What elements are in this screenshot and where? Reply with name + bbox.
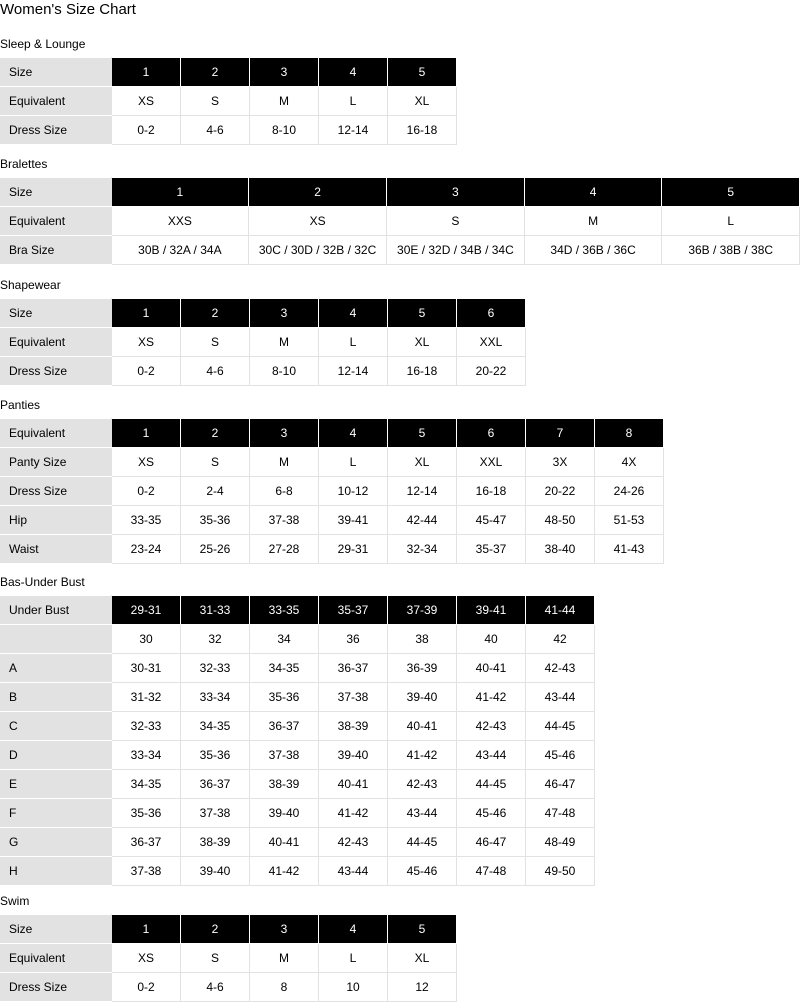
header-cell: 31-33 <box>181 596 250 625</box>
size-table-shapewear <box>0 298 526 386</box>
table-row <box>1 506 664 535</box>
table-cell: 47-48 <box>457 857 526 886</box>
row-label: Hip <box>1 506 112 535</box>
header-cell: 6 <box>457 299 526 328</box>
table-cell: XXS <box>111 207 249 236</box>
table-cell: L <box>319 328 388 357</box>
header-cell: 4 <box>319 58 388 87</box>
row-label: Size <box>1 178 112 207</box>
section-title-swim: Swim <box>0 894 30 908</box>
table-cell: 16-18 <box>388 357 457 386</box>
header-cell: 37-39 <box>388 596 457 625</box>
table-cell: 32-33 <box>112 712 181 741</box>
header-cell: 2 <box>249 178 387 207</box>
table-cell: 36 <box>319 625 388 654</box>
table-cell: 36-37 <box>181 770 250 799</box>
header-cell: 41-44 <box>526 596 595 625</box>
table-cell: 30E / 32D / 34B / 34C <box>386 236 524 265</box>
row-label: G <box>1 828 112 857</box>
table-cell: 49-50 <box>526 857 595 886</box>
table-cell: 8-10 <box>250 116 319 145</box>
table-cell: 34-35 <box>250 654 319 683</box>
table-cell: 30C / 30D / 32B / 32C <box>249 236 387 265</box>
table-cell: 40-41 <box>319 770 388 799</box>
row-label: Dress Size <box>1 357 112 386</box>
header-cell: 1 <box>112 419 181 448</box>
row-label: Equivalent <box>1 87 112 116</box>
table-cell: 40 <box>457 625 526 654</box>
table-cell: 6-8 <box>250 477 319 506</box>
table-cell: 38-40 <box>526 535 595 564</box>
table-cell: 43-44 <box>388 799 457 828</box>
table-cell: XS <box>112 448 181 477</box>
table-cell: 4-6 <box>181 973 250 1002</box>
table-cell: 44-45 <box>388 828 457 857</box>
row-label: Equivalent <box>1 328 112 357</box>
table-cell: 10-12 <box>319 477 388 506</box>
table-cell: 39-40 <box>388 683 457 712</box>
table-cell: 38 <box>388 625 457 654</box>
header-cell: 5 <box>662 178 800 207</box>
table-header-row <box>1 299 526 328</box>
table-row <box>1 828 595 857</box>
table-row <box>1 207 800 236</box>
table-row <box>1 477 664 506</box>
size-table-sleep-lounge <box>0 57 457 145</box>
table-cell: 8 <box>250 973 319 1002</box>
table-cell: 4X <box>595 448 664 477</box>
table-row <box>1 683 595 712</box>
size-table-bralettes <box>0 177 800 265</box>
table-cell: 4-6 <box>181 116 250 145</box>
table-cell: L <box>319 448 388 477</box>
row-label: Equivalent <box>1 207 112 236</box>
table-cell: 12-14 <box>388 477 457 506</box>
header-cell: 4 <box>319 419 388 448</box>
table-cell: 36-37 <box>319 654 388 683</box>
header-cell: 1 <box>112 299 181 328</box>
table-row <box>1 770 595 799</box>
table-cell: 51-53 <box>595 506 664 535</box>
header-cell: 4 <box>319 299 388 328</box>
table-cell: 37-38 <box>112 857 181 886</box>
table-cell: XS <box>112 328 181 357</box>
header-cell: 2 <box>181 419 250 448</box>
table-cell: 3X <box>526 448 595 477</box>
table-cell: 2-4 <box>181 477 250 506</box>
table-cell: 35-36 <box>112 799 181 828</box>
table-cell: S <box>181 448 250 477</box>
table-cell: XL <box>388 448 457 477</box>
table-header-row <box>1 178 800 207</box>
table-cell: 48-49 <box>526 828 595 857</box>
table-row <box>1 973 457 1002</box>
table-cell: 41-42 <box>319 799 388 828</box>
table-cell: 33-35 <box>112 506 181 535</box>
table-cell: 47-48 <box>526 799 595 828</box>
row-label: Equivalent <box>1 419 112 448</box>
table-cell: 32-34 <box>388 535 457 564</box>
table-cell: 4-6 <box>181 357 250 386</box>
header-cell: 1 <box>111 178 249 207</box>
table-cell: 30-31 <box>112 654 181 683</box>
table-cell: 44-45 <box>526 712 595 741</box>
table-cell: 16-18 <box>457 477 526 506</box>
table-cell: 0-2 <box>112 973 181 1002</box>
header-cell: 7 <box>526 419 595 448</box>
table-cell: 38-39 <box>319 712 388 741</box>
table-cell: 42-43 <box>526 654 595 683</box>
table-cell: 36-37 <box>112 828 181 857</box>
table-row <box>1 535 664 564</box>
header-cell: 4 <box>524 178 662 207</box>
table-row <box>1 944 457 973</box>
table-cell: 39-40 <box>319 741 388 770</box>
header-cell: 3 <box>250 58 319 87</box>
table-cell: 41-42 <box>250 857 319 886</box>
row-label: Bra Size <box>1 236 112 265</box>
row-label: E <box>1 770 112 799</box>
table-cell: XS <box>249 207 387 236</box>
row-label: Dress Size <box>1 973 112 1002</box>
row-label: Equivalent <box>1 944 112 973</box>
size-table-bas-under-bust <box>0 595 595 886</box>
table-row <box>1 116 457 145</box>
table-cell: 39-40 <box>250 799 319 828</box>
table-cell: 35-36 <box>181 741 250 770</box>
table-cell: 32-33 <box>181 654 250 683</box>
table-cell: M <box>524 207 662 236</box>
table-cell: 27-28 <box>250 535 319 564</box>
row-label: D <box>1 741 112 770</box>
header-cell: 8 <box>595 419 664 448</box>
header-cell: 3 <box>386 178 524 207</box>
table-cell: 12-14 <box>319 116 388 145</box>
header-cell: 2 <box>181 915 250 944</box>
table-cell: 23-24 <box>112 535 181 564</box>
table-header-row <box>1 596 595 625</box>
table-cell: 34 <box>250 625 319 654</box>
table-cell: 42-43 <box>319 828 388 857</box>
table-cell: 41-43 <box>595 535 664 564</box>
table-cell: 39-40 <box>181 857 250 886</box>
table-cell: 38-39 <box>250 770 319 799</box>
table-cell: S <box>386 207 524 236</box>
table-cell: 41-42 <box>457 683 526 712</box>
header-cell: 33-35 <box>250 596 319 625</box>
table-cell: 36-39 <box>388 654 457 683</box>
table-cell: 34-35 <box>181 712 250 741</box>
table-cell: 32 <box>181 625 250 654</box>
section-title-shapewear: Shapewear <box>0 278 61 292</box>
table-cell: 40-41 <box>457 654 526 683</box>
section-title-sleep-lounge: Sleep & Lounge <box>0 37 86 51</box>
table-cell: 10 <box>319 973 388 1002</box>
table-cell: 12 <box>388 973 457 1002</box>
row-label: Size <box>1 299 112 328</box>
table-row <box>1 328 526 357</box>
table-row <box>1 741 595 770</box>
table-cell: 37-38 <box>250 506 319 535</box>
row-label: Under Bust <box>1 596 112 625</box>
table-cell: XL <box>388 944 457 973</box>
row-label: Dress Size <box>1 477 112 506</box>
table-cell: 40-41 <box>250 828 319 857</box>
row-label: Size <box>1 58 112 87</box>
table-cell: XL <box>388 87 457 116</box>
table-row <box>1 357 526 386</box>
header-cell: 3 <box>250 419 319 448</box>
table-cell: 29-31 <box>319 535 388 564</box>
section-title-bralettes: Bralettes <box>0 157 48 171</box>
table-cell: 46-47 <box>457 828 526 857</box>
row-label: B <box>1 683 112 712</box>
row-label <box>1 625 112 654</box>
table-cell: XXL <box>457 448 526 477</box>
table-cell: 40-41 <box>388 712 457 741</box>
table-cell: 20-22 <box>526 477 595 506</box>
table-cell: 36-37 <box>250 712 319 741</box>
table-cell: S <box>181 87 250 116</box>
header-cell: 5 <box>388 915 457 944</box>
row-label: Size <box>1 915 112 944</box>
table-cell: 0-2 <box>112 116 181 145</box>
page-title: Women's Size Chart <box>0 1 136 18</box>
table-cell: 36B / 38B / 38C <box>662 236 800 265</box>
table-row <box>1 799 595 828</box>
table-cell: 38-39 <box>181 828 250 857</box>
table-cell: 39-41 <box>319 506 388 535</box>
table-cell: 20-22 <box>457 357 526 386</box>
row-label: Waist <box>1 535 112 564</box>
table-cell: XXL <box>457 328 526 357</box>
table-cell: 30B / 32A / 34A <box>111 236 249 265</box>
header-cell: 1 <box>112 915 181 944</box>
table-row <box>1 448 664 477</box>
table-cell: 37-38 <box>250 741 319 770</box>
table-cell: L <box>319 944 388 973</box>
table-cell: 31-32 <box>112 683 181 712</box>
section-title-panties: Panties <box>0 398 41 412</box>
table-cell: XS <box>112 944 181 973</box>
table-cell: 42-43 <box>457 712 526 741</box>
table-row <box>1 625 595 654</box>
table-cell: 35-37 <box>457 535 526 564</box>
table-cell: L <box>662 207 800 236</box>
table-cell: 43-44 <box>319 857 388 886</box>
table-row <box>1 654 595 683</box>
header-cell: 4 <box>319 915 388 944</box>
table-cell: 42-44 <box>388 506 457 535</box>
header-cell: 2 <box>181 299 250 328</box>
table-cell: M <box>250 448 319 477</box>
table-row <box>1 857 595 886</box>
table-cell: 37-38 <box>319 683 388 712</box>
header-cell: 5 <box>388 58 457 87</box>
table-cell: S <box>181 944 250 973</box>
section-title-bas-under-bust: Bas-Under Bust <box>0 575 85 589</box>
table-cell: S <box>181 328 250 357</box>
table-cell: 35-36 <box>181 506 250 535</box>
header-cell: 39-41 <box>457 596 526 625</box>
table-cell: 25-26 <box>181 535 250 564</box>
row-label: C <box>1 712 112 741</box>
row-label: Panty Size <box>1 448 112 477</box>
row-label: Dress Size <box>1 116 112 145</box>
table-cell: 41-42 <box>388 741 457 770</box>
table-cell: 0-2 <box>112 357 181 386</box>
table-cell: L <box>319 87 388 116</box>
table-cell: M <box>250 944 319 973</box>
table-cell: XL <box>388 328 457 357</box>
table-cell: 33-34 <box>112 741 181 770</box>
header-cell: 35-37 <box>319 596 388 625</box>
table-row <box>1 87 457 116</box>
table-cell: 34D / 36B / 36C <box>524 236 662 265</box>
table-cell: 45-46 <box>526 741 595 770</box>
table-header-row <box>1 419 664 448</box>
table-cell: M <box>250 87 319 116</box>
header-cell: 3 <box>250 299 319 328</box>
table-cell: 0-2 <box>112 477 181 506</box>
table-row <box>1 236 800 265</box>
table-cell: 30 <box>112 625 181 654</box>
table-cell: 48-50 <box>526 506 595 535</box>
header-cell: 6 <box>457 419 526 448</box>
table-cell: 45-46 <box>388 857 457 886</box>
table-cell: 37-38 <box>181 799 250 828</box>
table-cell: 42-43 <box>388 770 457 799</box>
size-table-swim <box>0 914 457 1002</box>
header-cell: 1 <box>112 58 181 87</box>
table-cell: 8-10 <box>250 357 319 386</box>
table-cell: 35-36 <box>250 683 319 712</box>
table-cell: 24-26 <box>595 477 664 506</box>
row-label: A <box>1 654 112 683</box>
table-cell: M <box>250 328 319 357</box>
table-cell: 33-34 <box>181 683 250 712</box>
table-cell: 46-47 <box>526 770 595 799</box>
table-row <box>1 712 595 741</box>
row-label: H <box>1 857 112 886</box>
header-cell: 29-31 <box>112 596 181 625</box>
table-cell: 43-44 <box>457 741 526 770</box>
size-table-panties <box>0 418 664 564</box>
table-cell: 43-44 <box>526 683 595 712</box>
row-label: F <box>1 799 112 828</box>
table-cell: 45-46 <box>457 799 526 828</box>
header-cell: 3 <box>250 915 319 944</box>
header-cell: 5 <box>388 299 457 328</box>
table-header-row <box>1 915 457 944</box>
table-cell: 44-45 <box>457 770 526 799</box>
header-cell: 5 <box>388 419 457 448</box>
header-cell: 2 <box>181 58 250 87</box>
table-cell: XS <box>112 87 181 116</box>
table-cell: 12-14 <box>319 357 388 386</box>
table-cell: 34-35 <box>112 770 181 799</box>
table-cell: 42 <box>526 625 595 654</box>
table-header-row <box>1 58 457 87</box>
table-cell: 45-47 <box>457 506 526 535</box>
table-cell: 16-18 <box>388 116 457 145</box>
